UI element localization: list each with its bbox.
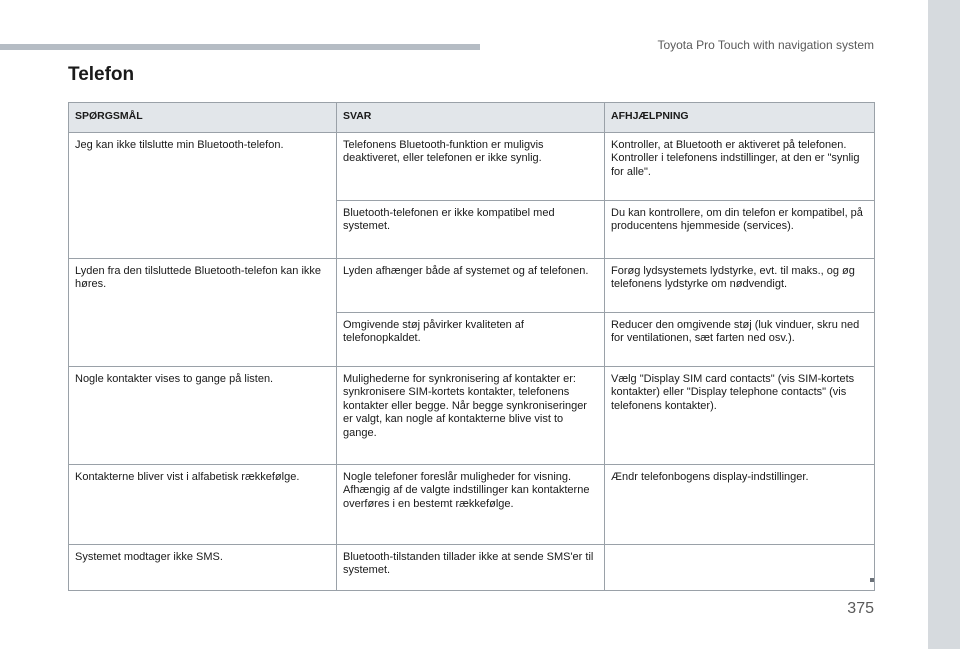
table-row [69, 544, 875, 590]
column-header-remedy: AFHJÆLPNING [605, 103, 875, 133]
page-edge-strip [928, 0, 960, 649]
remedy-cell: Kontroller, at Bluetooth er aktiveret på telefonen. Kontroller i telefonens indstillinger, at den er "synlig for alle". [605, 132, 875, 200]
table-row [69, 132, 875, 200]
remedy-cell: Reducer den omgivende støj (luk vinduer, skru ned for ventilationen, sæt farten ned osv.). [605, 312, 875, 366]
running-header: Toyota Pro Touch with navigation system [657, 38, 874, 52]
question-cell: Kontakterne bliver vist i alfabetisk rækkefølge. [69, 464, 337, 544]
page-title: Telefon [68, 64, 135, 85]
table-row [69, 258, 875, 312]
answer-cell: Omgivende støj påvirker kvaliteten af telefonopkaldet. [337, 312, 605, 366]
answer-cell: Bluetooth-telefonen er ikke kompatibel med systemet. [337, 200, 605, 258]
table-row [69, 366, 875, 464]
question-cell: Jeg kan ikke tilslutte min Bluetooth-telefon. [69, 132, 337, 258]
answer-cell: Nogle telefoner foreslår muligheder for visning. Afhængig af de valgte indstillinger kan kontakterne overføres i en bestemt rækkefølge. [337, 464, 605, 544]
remedy-cell: Vælg "Display SIM card contacts" (vis SIM-kortets kontakter) eller "Display telephone contacts" (vis telefonens kontakter). [605, 366, 875, 464]
remedy-cell: Ændr telefonbogens display-indstillinger. [605, 464, 875, 544]
table-row [69, 464, 875, 544]
answer-cell: Telefonens Bluetooth-funktion er muligvis deaktiveret, eller telefonen er ikke synlig. [337, 132, 605, 200]
remedy-cell: Forøg lydsystemets lydstyrke, evt. til maks., og øg telefonens lydstyrke om nødvendigt. [605, 258, 875, 312]
page-number: 375 [847, 600, 874, 617]
question-cell: Systemet modtager ikke SMS. [69, 544, 337, 590]
continuation-marker [870, 578, 874, 582]
troubleshooting-table [68, 102, 875, 591]
column-header-answer: SVAR [337, 103, 605, 133]
question-cell: Lyden fra den tilsluttede Bluetooth-telefon kan ikke høres. [69, 258, 337, 366]
column-header-question: SPØRGSMÅL [69, 103, 337, 133]
remedy-cell [605, 544, 875, 590]
answer-cell: Bluetooth-tilstanden tillader ikke at sende SMS'er til systemet. [337, 544, 605, 590]
table-header-row [69, 103, 875, 133]
answer-cell: Lyden afhænger både af systemet og af telefonen. [337, 258, 605, 312]
answer-cell: Mulighederne for synkronisering af kontakter er: synkronisere SIM-kortets kontakter, telefonens kontakter eller begge. Når begge synkroniseringer er valgt, kan nogle af kontakterne blive vist to gange. [337, 366, 605, 464]
remedy-cell: Du kan kontrollere, om din telefon er kompatibel, på producentens hjemmeside (services). [605, 200, 875, 258]
question-cell: Nogle kontakter vises to gange på listen. [69, 366, 337, 464]
header-accent-bar [0, 44, 480, 50]
